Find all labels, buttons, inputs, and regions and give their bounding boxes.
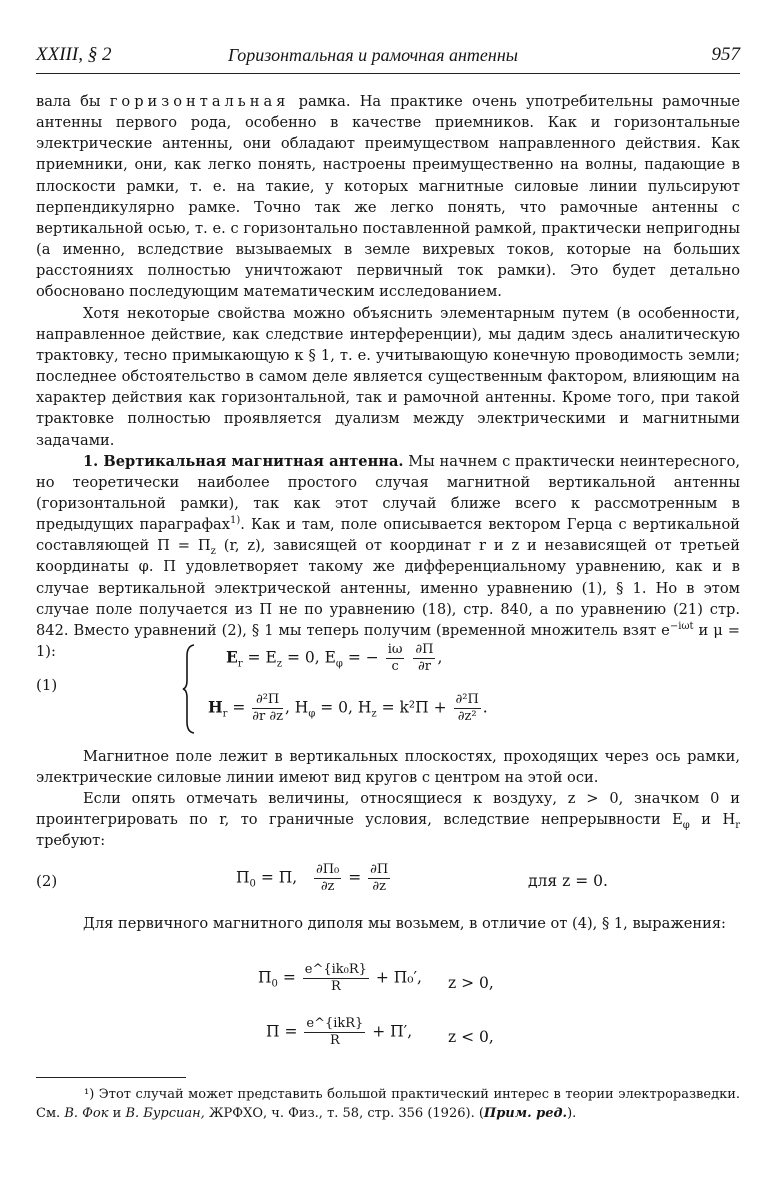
paragraph-4: Магнитное поле лежит в вертикальных плоскостях, проходящих через ось рамки, электрические силовые линии имеют вид кругов с центром на этой оси. — [36, 748, 740, 786]
fraction: $\frac{\text{e\textasciicircum{}\{ikR\}}}{R}$ — [306, 1016, 364, 1048]
equation-1-line-1: $E_r = E_z = 0$, $E_\varphi$ = − $\frac{i\omega}{c}$ $\frac{\partial\Pi}{\partial r}$ , — [226, 642, 443, 674]
fraction: $\frac{\text{∂²Π}}{\text{∂z²}}$ — [455, 692, 479, 724]
equation-3 — [36, 960, 740, 1060]
equation-2-condition: для z = 0. — [528, 872, 608, 890]
brace-icon — [182, 644, 196, 734]
running-title: Горизонтальная и рамочная антенны — [228, 45, 518, 65]
fraction: $\frac{i\omega}{c}$ — [387, 642, 403, 674]
header-rule — [36, 73, 740, 74]
equation-1-line-2: $H_r$ = $\frac{\text{∂²Π}}{\partial r \partial z}$ , $H_\varphi = 0$, $H_z = k^2\Pi$ + $\frac{\text{∂²Π}}{\text{∂z²}}$ . — [208, 692, 488, 724]
chapter-reference: XXIII, § 2 — [36, 44, 112, 65]
equation-3-line-1: $\Pi_0$ = $\frac{\text{e\textasciicircum{}\{ik₀R\}}}{R}$ + Π₀′, — [258, 962, 422, 994]
paragraph-5: Если опять отмечать величины, относящиеся к воздуху, z > 0, значком 0 и проинтегрировать по r, то граничные условия, вследствие непрерывности $E_\varphi$ и $H_r$ требуют: — [36, 790, 740, 849]
equation-3-condition-2: z < 0, — [448, 1028, 494, 1046]
footnote: ¹) Этот случай может представить большой практический интерес в теории электроразведки. См. В. Фок и В. Бурсиан, ЖРФХО, ч. Физ., т. 58, стр. 356 (1926). (Прим. ред.). — [36, 1087, 740, 1121]
paragraph-6-block — [36, 913, 740, 934]
fraction: $\frac{\text{∂Π₀}}{\partial z}$ — [315, 862, 340, 894]
running-header — [36, 44, 740, 74]
equation-1 — [36, 640, 740, 740]
footnote-marker: ¹) — [84, 1087, 95, 1102]
footnote-ref: 1) — [229, 515, 241, 527]
equation-3-line-2: Π = $\frac{\text{e\textasciicircum{}\{ikR\}}}{R}$ + Π′, — [266, 1016, 413, 1048]
paragraph-2: Хотя некоторые свойства можно объяснить элементарным путем (в особенности, направленное действие, как следствие интерференции), мы дадим здесь аналитическую трактовку, тесно примыкающую к § 1, т. е. учитывающую конечную проводимость земли; последнее обстоятельство в самом деле является существенным фактором, влияющим на характер действия как горизонтальной, так и рамочной антенны. Кроме того, при такой трактовке полностью проявляется дуализм между электрическими и магнитными задачами. — [36, 304, 740, 449]
fraction: $\frac{\text{e\textasciicircum{}\{ik₀R\}}}{R}$ — [304, 962, 367, 994]
paragraph-6: Для первичного магнитного диполя мы возьмем, в отличие от (4), § 1, выражения: — [83, 915, 726, 932]
fraction: $\frac{\text{∂²Π}}{\partial r \partial z}$ — [252, 692, 283, 724]
spaced-word: горизонтальная — [109, 93, 290, 110]
equation-2-body: $\Pi_0 = \Pi$, $\frac{\text{∂Π₀}}{\partial z}$ = $\frac{\partial\Pi}{\partial z}$ — [236, 862, 389, 894]
page-number: 957 — [711, 44, 740, 65]
fraction: $\frac{\partial\Pi}{\partial z}$ — [370, 862, 389, 894]
equation-2 — [36, 860, 740, 910]
middle-text — [36, 746, 740, 851]
paragraph-3: 1. Вертикальная магнитная антенна. Мы начнем с практически неинтересного, но теоретически наиболее простого случая магнитной вертикальной антенны (горизонтальной рамки), так как этот случай ближе всего к рассмотренным в предыдущих параграфах$^{1)}$. Как и там, поле описывается вектором Герца с вертикальной составляющей $\Pi = \Pi_z$ (r, z), зависящей от координат r и z и независящей от третьей координаты φ. Π удовлетворяет такому же дифференциальному уравнению, как и в случае вертикальной электрической антенны, именно уравнению (1), § 1. Но в этом случае поле получается из Π не по уравнению (18), стр. 840, а по уравнению (21) стр. 842. Вместо уравнений (2), § 1 мы теперь получим (временной множитель взят $e^{-i\omega t}$ и μ = 1): — [36, 452, 740, 661]
fraction: $\frac{\partial\Pi}{\partial r}$ — [415, 642, 434, 674]
section-heading: 1. Вертикальная магнитная антенна. — [83, 452, 404, 470]
footnote-rule — [36, 1077, 186, 1078]
paragraph-1: вала бы горизонтальная рамка. На практике очень употребительны рамочные антенны первого рода, особенно в качестве приемников. Как и горизонтальные электрические антенны, они обладают преимуществом направленного действия. Как приемники, они, как легко понять, настроены преимущественно на волны, падающие в плоскости рамки, т. е. на такие, у которых магнитные силовые линии пульсируют перпендикулярно рамке. Точно так же легко понять, что рамочные антенны с вертикальной осью, т. е. с горизонтально поставленной рамкой, практически непригодны (а именно, вследствие вызываемых в земле вихревых токов, которые на больших расстояниях полностью уничтожают первичный ток рамки). Это будет детально обосновано последующим математическим исследованием. — [36, 93, 740, 301]
body-text — [36, 91, 740, 662]
equation-3-condition-1: z > 0, — [448, 974, 494, 992]
equation-number: (1) — [36, 676, 58, 694]
equation-number: (2) — [36, 872, 58, 890]
